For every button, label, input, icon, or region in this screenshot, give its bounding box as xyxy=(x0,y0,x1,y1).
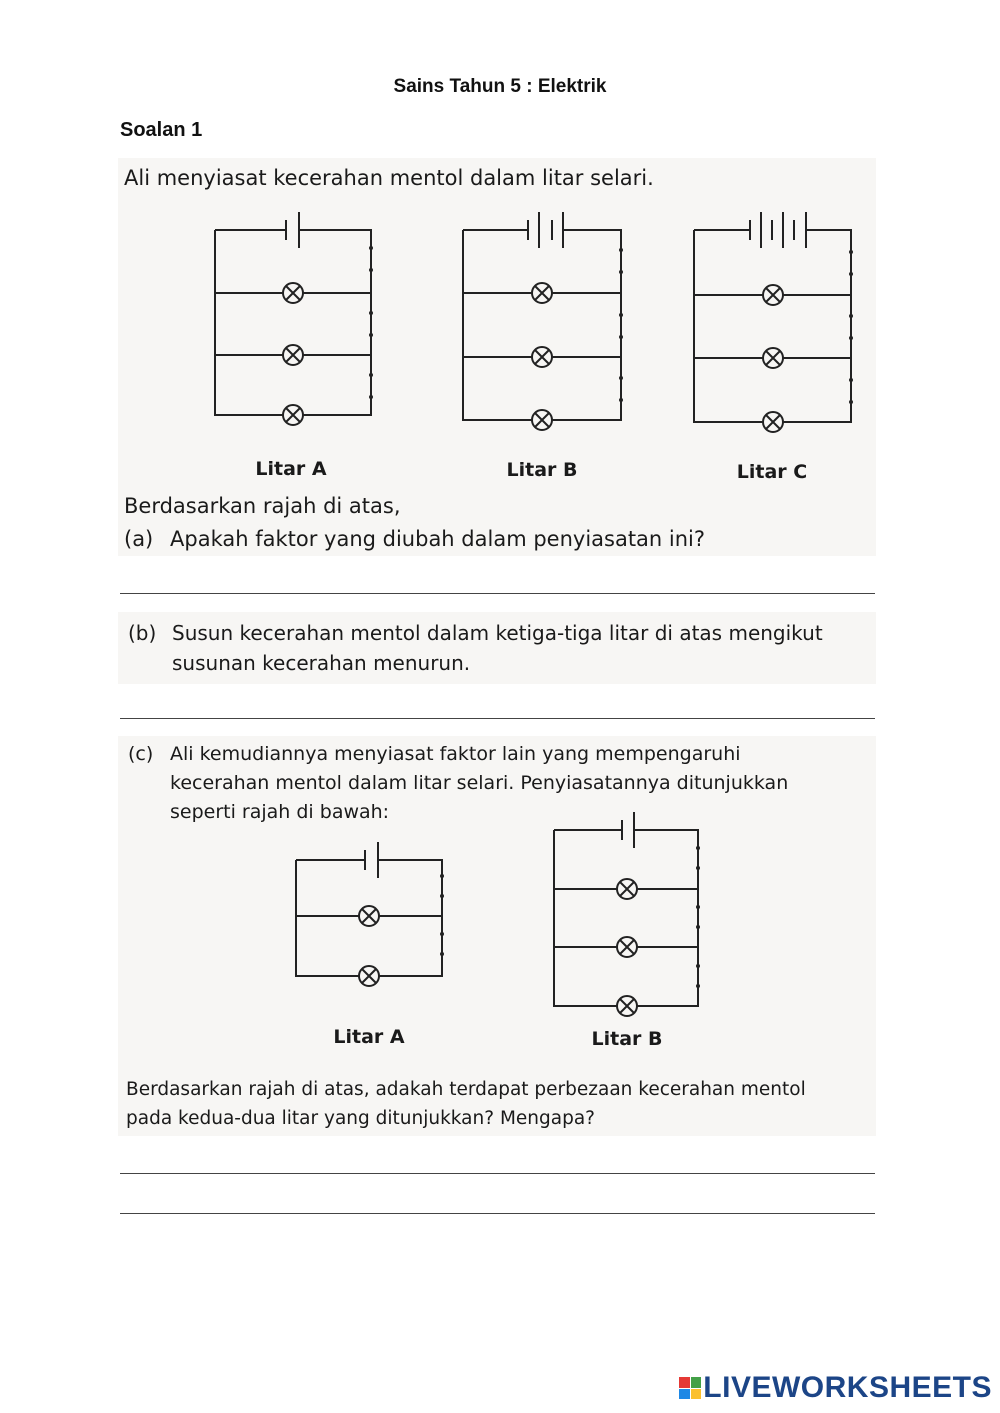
part-c-line-3: seperti rajah di bawah: xyxy=(170,801,390,823)
answer-line-a[interactable] xyxy=(120,593,875,594)
part-c-question-line-1: Berdasarkan rajah di atas, adakah terdapat perbezaan kecerahan mentol xyxy=(126,1079,806,1100)
circuit-b-bulb-1 xyxy=(532,283,552,303)
answer-line-c-1[interactable] xyxy=(120,1173,875,1174)
fig2-circuit-b-bulb-3 xyxy=(617,996,637,1016)
logo-block-yellow xyxy=(691,1389,702,1400)
answer-line-c-2[interactable] xyxy=(120,1213,875,1214)
prompt-text: Berdasarkan rajah di atas, xyxy=(124,494,401,518)
part-b-label: (b) xyxy=(128,621,157,645)
circuit-b-bulb-2 xyxy=(532,347,552,367)
fig2-caption-litar-a: Litar A xyxy=(333,1026,405,1048)
liveworksheets-logo[interactable] xyxy=(679,1371,992,1405)
circuit-a-bulb-1 xyxy=(283,283,303,303)
fig2-circuit-b-bulb-1 xyxy=(617,879,637,899)
intro-text: Ali menyiasat kecerahan mentol dalam litar selari. xyxy=(124,166,654,190)
logo-blocks-icon xyxy=(679,1377,701,1399)
caption-litar-b: Litar B xyxy=(506,459,578,481)
part-b-line-2: susunan kecerahan menurun. xyxy=(172,651,471,675)
answer-line-b[interactable] xyxy=(120,718,875,719)
circuit-c-bulb-1 xyxy=(763,285,783,305)
circuit-a-bulb-2 xyxy=(283,345,303,365)
fig2-circuit-b-diagram xyxy=(554,812,698,1006)
caption-litar-a: Litar A xyxy=(255,458,327,480)
circuit-b-bulb-3 xyxy=(532,410,552,430)
circuit-c-diagram xyxy=(694,212,851,422)
logo-text: LIVEWORKSHEETS xyxy=(703,1371,992,1404)
part-a-label: (a) xyxy=(124,527,154,551)
fig2-caption-litar-b: Litar B xyxy=(591,1028,663,1050)
logo-block-blue xyxy=(679,1389,690,1400)
circuit-a-bulb-3 xyxy=(283,405,303,425)
circuit-c-bulb-3 xyxy=(763,412,783,432)
circuit-b-diagram xyxy=(463,212,621,420)
circuit-a-diagram xyxy=(215,212,371,415)
part-c-question-line-2: pada kedua-dua litar yang ditunjukkan? Mengapa? xyxy=(126,1108,595,1129)
part-c-label: (c) xyxy=(128,743,154,765)
part-c-line-2: kecerahan mentol dalam litar selari. Penyiasatannya ditunjukkan xyxy=(170,772,789,794)
logo-block-green xyxy=(691,1377,702,1388)
part-a-question: Apakah faktor yang diubah dalam penyiasatan ini? xyxy=(170,527,706,551)
caption-litar-c: Litar C xyxy=(736,461,808,483)
fig2-circuit-b-bulb-2 xyxy=(617,937,637,957)
question-heading: Soalan 1 xyxy=(120,119,203,141)
fig2-circuit-a-bulb-2 xyxy=(359,966,379,986)
part-c-line-1: Ali kemudiannya menyiasat faktor lain yang mempengaruhi xyxy=(170,743,741,765)
worksheet-title: Sains Tahun 5 : Elektrik xyxy=(393,76,607,97)
figure-2-circuits xyxy=(280,810,740,1055)
fig2-circuit-a-bulb-1 xyxy=(359,906,379,926)
logo-block-red xyxy=(679,1377,690,1388)
part-b-line-1: Susun kecerahan mentol dalam ketiga-tiga litar di atas mengikut xyxy=(172,621,823,645)
circuit-c-bulb-2 xyxy=(763,348,783,368)
figure-1-circuits xyxy=(118,200,878,490)
